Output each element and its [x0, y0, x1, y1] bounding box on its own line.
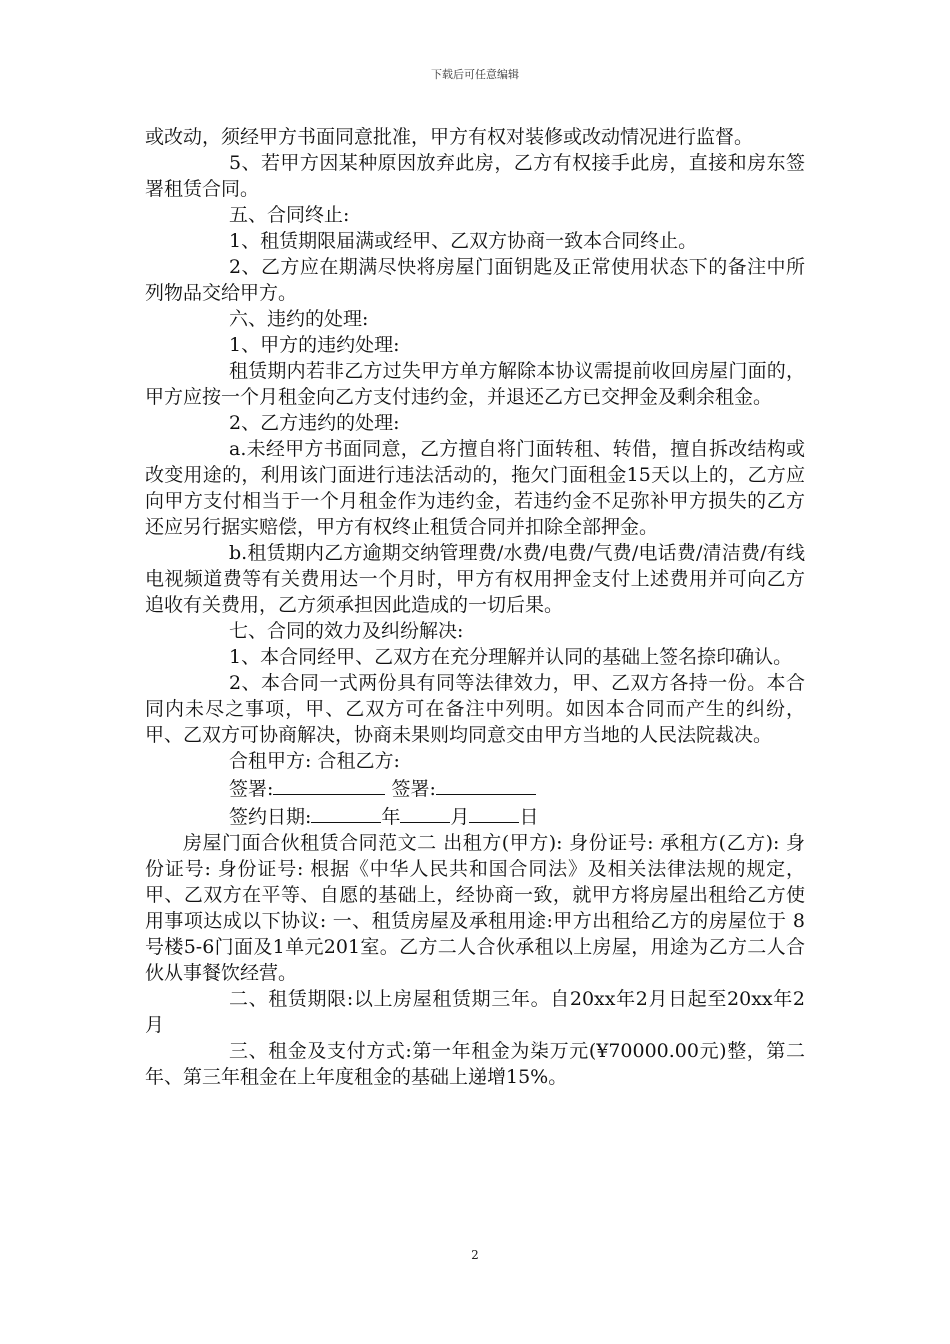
sign-label-b: 签署: [391, 778, 436, 800]
paragraph: 三、租金及支付方式:第一年租金为柒万元(¥70000.00元)整，第二年、第三年租金在上年度租金的基础上递增15%。 [145, 1040, 805, 1088]
sign-blank-a [273, 774, 385, 795]
month-label: 月 [450, 806, 470, 828]
section-heading: 七、合同的效力及纠纷解决: [229, 620, 464, 642]
paragraph: 1、本合同经甲、乙双方在充分理解并认同的基础上签名捺印确认。 [229, 646, 793, 668]
paragraph: b.租赁期内乙方逾期交纳管理费/水费/电费/气费/电话费/清洁费/有线电视频道费等有关费用达一个月时，甲方有权用押金支付上述费用并可向乙方追收有关费用，乙方须承担因此造成的一切后果。 [145, 542, 805, 616]
paragraph: 二、租赁期限:以上房屋租赁期三年。自20xx年2月日起至20xx年2月 [145, 988, 805, 1036]
sign-label-a: 签署: [229, 778, 274, 800]
subsection-heading: 1、甲方的违约处理: [229, 334, 400, 356]
paragraph: 2、乙方应在期满尽快将房屋门面钥匙及正常使用状态下的备注中所列物品交给甲方。 [145, 256, 805, 304]
section-heading: 六、违约的处理: [229, 308, 369, 330]
month-blank [400, 802, 450, 823]
paragraph: 1、租赁期限届满或经甲、乙双方协商一致本合同终止。 [229, 230, 698, 252]
signing-date-line [145, 802, 805, 830]
day-blank [469, 802, 519, 823]
paragraph: a.未经甲方书面同意，乙方擅自将门面转租、转借，擅自拆改结构或改变用途的，利用该门面进行违法活动的，拖欠门面租金15天以上的，乙方应向甲方支付相当于一个月租金作为违约金，若违约金不足弥补甲方损失的乙方还应另行据实赔偿，甲方有权终止租赁合同并扣除全部押金。 [145, 438, 805, 538]
year-label: 年 [381, 806, 401, 828]
signature-parties: 合租甲方: 合租乙方: [229, 750, 400, 772]
paragraph: 2、本合同一式两份具有同等法律效力，甲、乙双方各持一份。本合同内未尽之事项，甲、乙双方可在备注中列明。如因本合同而产生的纠纷，甲、乙双方可协商解决，协商未果则均同意交由甲方当地的人民法院裁决。 [145, 672, 805, 746]
year-blank [311, 802, 381, 823]
subsection-heading: 2、乙方违约的处理: [229, 412, 400, 434]
sign-blank-b [436, 774, 536, 795]
date-label: 签约日期: [229, 806, 312, 828]
page-header: 下载后可任意编辑 [431, 68, 519, 81]
paragraph: 租赁期内若非乙方过失甲方单方解除本协议需提前收回房屋门面的，甲方应按一个月租金向乙方支付违约金，并退还乙方已交押金及剩余租金。 [145, 360, 805, 408]
day-label: 日 [519, 806, 539, 828]
document-body [145, 124, 805, 1090]
paragraph: 房屋门面合伙租赁合同范文二 出租方(甲方): 身份证号: 承租方(乙方): 身份证号: 身份证号: 根据《中华人民共和国合同法》及相关法律法规的规定，甲、乙双方在平等、自愿的基础上，经协商一致，就甲方将房屋出租给乙方使用事项达成以下协议: 一、租赁房屋及承租用途:甲方出租给乙方的房屋位于 8号楼5-6门面及1单元201室。乙方二人合伙承租以上房屋，用途为乙方二人合伙从事餐饮经营。 [145, 832, 805, 984]
page-number: 2 [471, 1248, 479, 1262]
signature-line [145, 774, 805, 802]
paragraph: 或改动，须经甲方书面同意批准，甲方有权对装修或改动情况进行监督。 [145, 126, 754, 148]
paragraph: 5、若甲方因某种原因放弃此房，乙方有权接手此房，直接和房东签署租赁合同。 [145, 152, 805, 200]
section-heading: 五、合同终止: [229, 204, 350, 226]
